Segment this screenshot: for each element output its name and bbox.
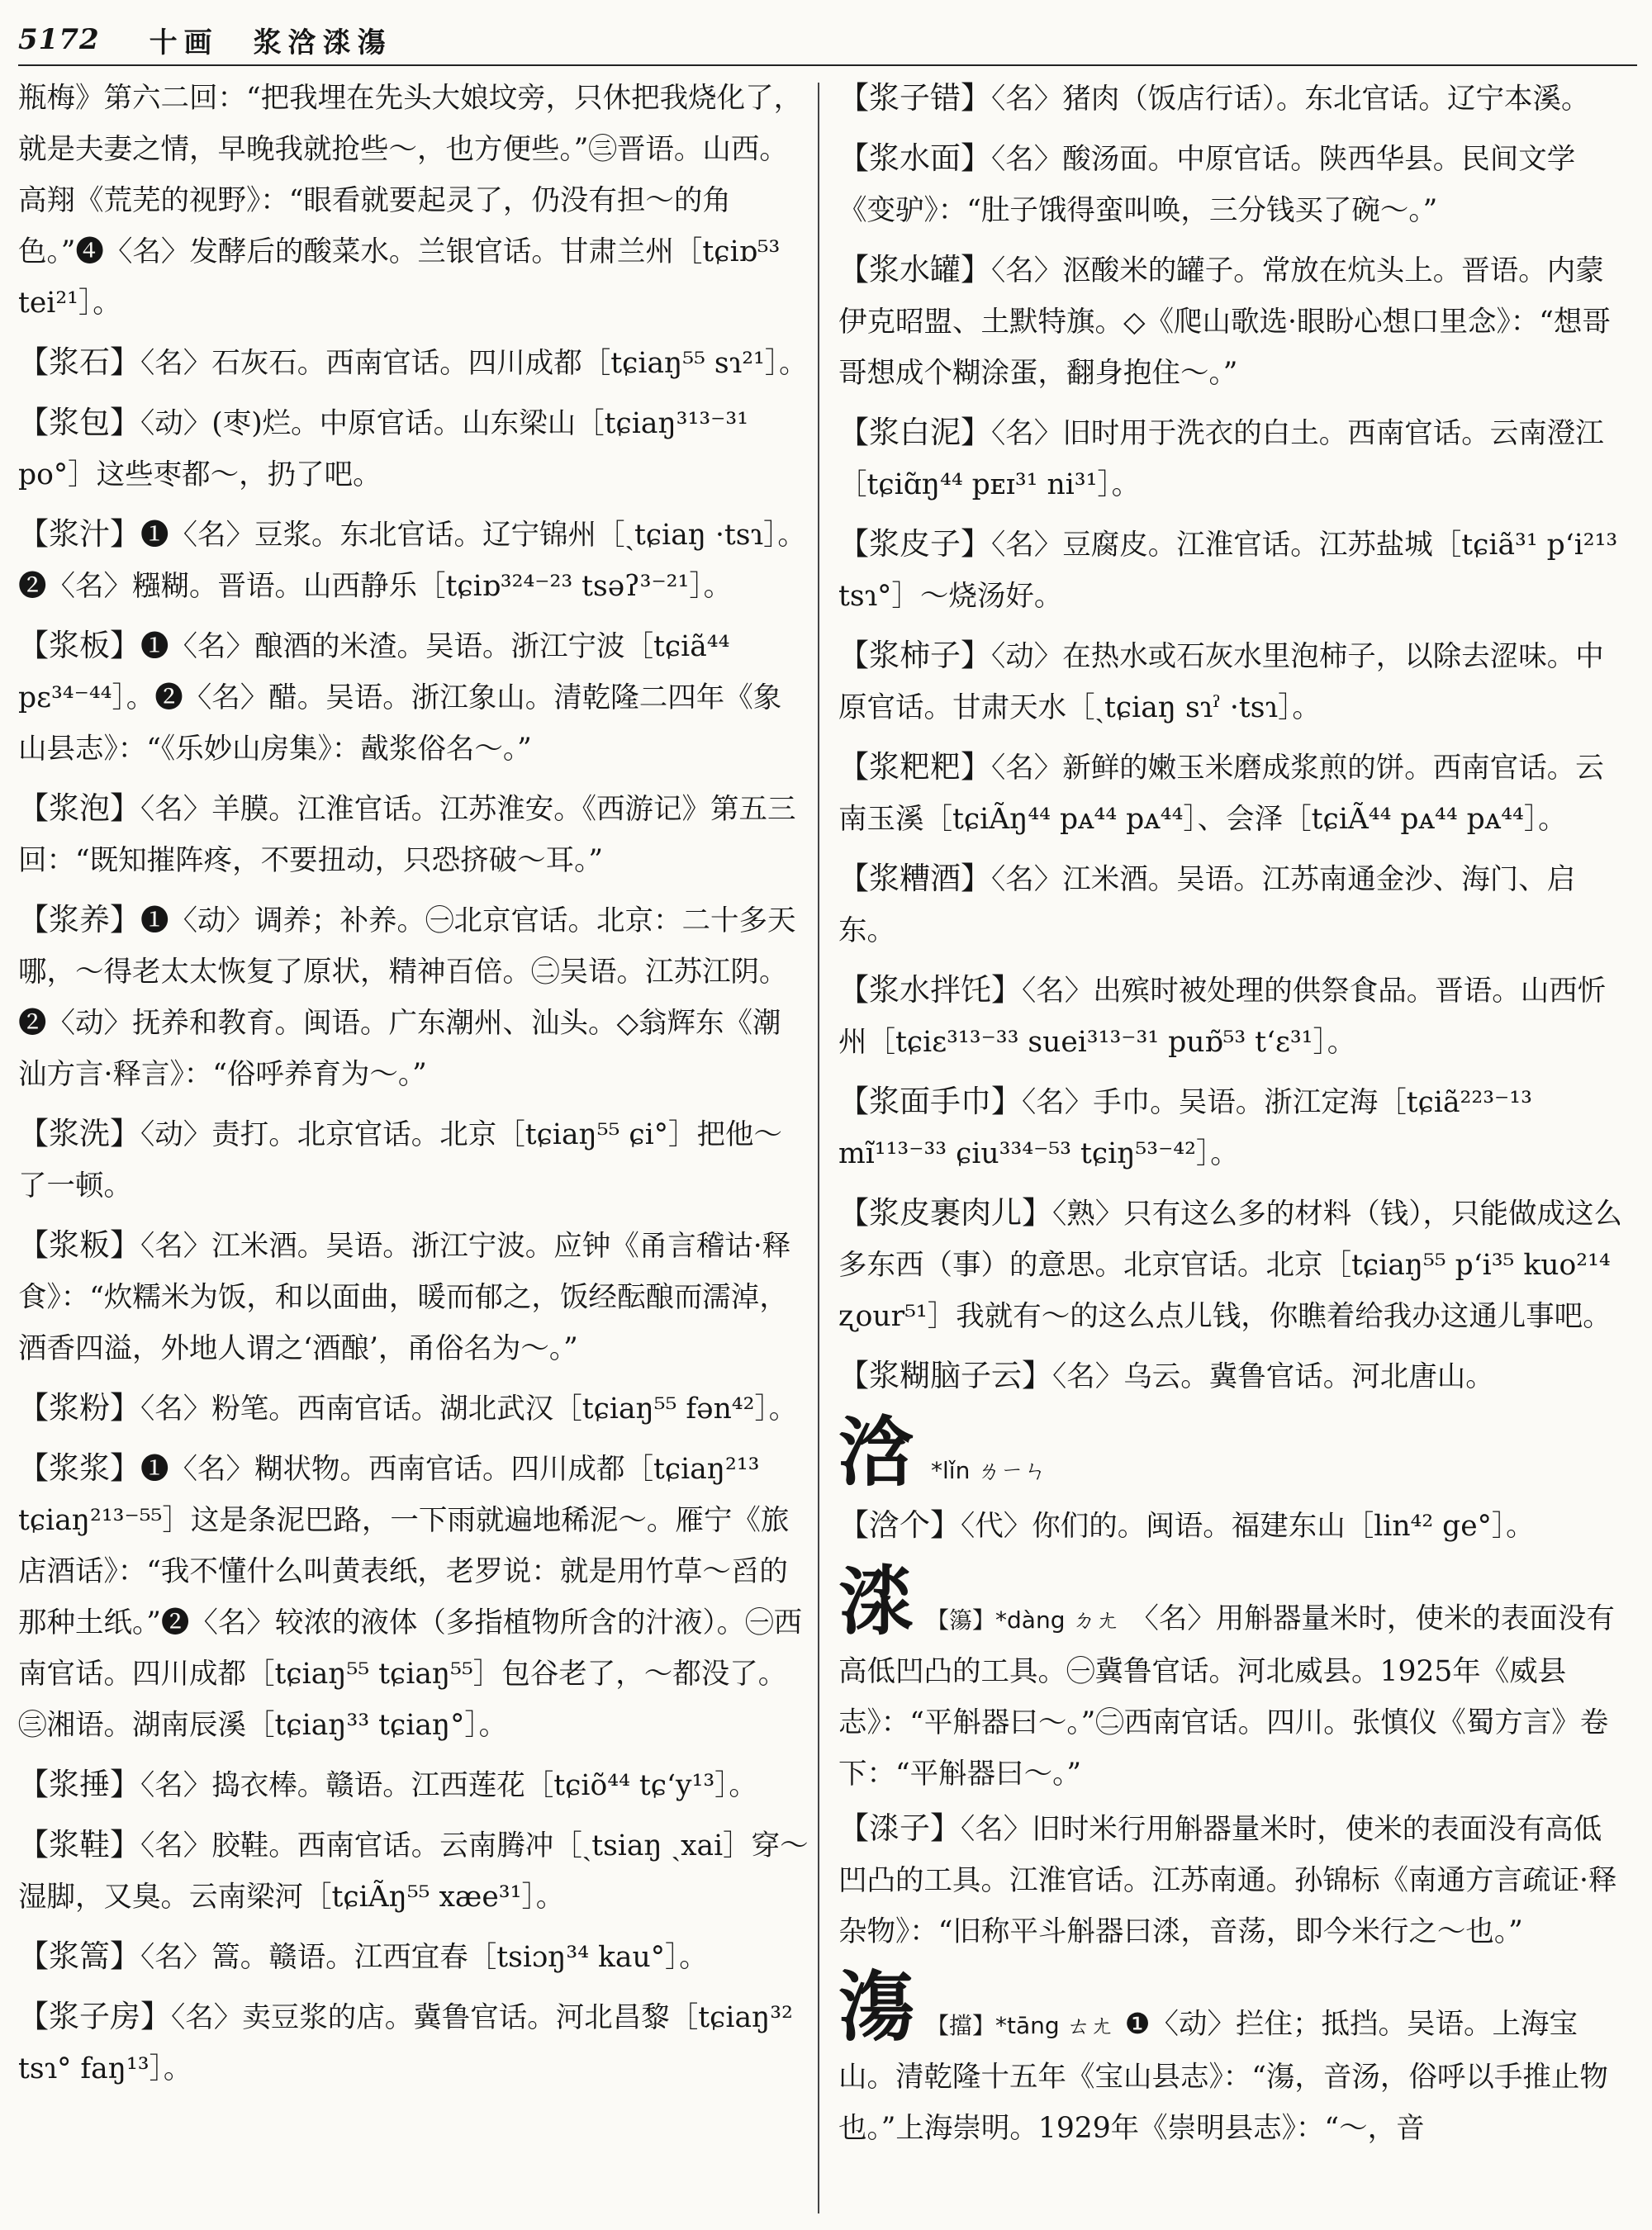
dictionary-entry bbox=[18, 1220, 809, 1374]
character-block bbox=[838, 1557, 1630, 1957]
head-character-definition: 〈名〉用斛器量米时，使米的表面没有高低凹凸的工具。㊀冀鲁官话。河北威县。1925年《威县志》：“平斛器曰～。”㊁西南官话。四川。张慎仪《蜀方言》卷下：“平斛器曰～。” bbox=[838, 1602, 1615, 1791]
entry-definition: 〈名〉酸汤面。中原官话。陕西华县。民间文学《变驴》：“肚子饿得蛮叫唤，三分钱买了碗～。” bbox=[838, 143, 1576, 227]
entry-definition: 〈名〉出殡时被处理的供祭食品。晋语。山西忻州［tɕiɛ³¹³⁻³³ suei³¹³⁻³¹ puɒ̃⁵³ tʻɛ³¹］。 bbox=[838, 975, 1607, 1059]
entry-definition: 〈名〉捣衣棒。赣语。江西莲花［tɕiõ⁴⁴ tɕʻy¹³］。 bbox=[140, 1769, 757, 1802]
dictionary-entry bbox=[838, 630, 1630, 733]
entry-definition: 〈名〉豆腐皮。江淮官话。江苏盐城［tɕiã³¹ pʻi²¹³ tsɿ°］～烧汤好。 bbox=[838, 529, 1618, 613]
entry-definition: 〈名〉旧时用于洗衣的白土。西南官话。云南澄江［tɕiɑ̃ŋ⁴⁴ pᴇɪ³¹ ni³¹］。 bbox=[838, 417, 1604, 501]
entry-headword: 【浆石】 bbox=[18, 344, 140, 380]
page-number: 5172 bbox=[18, 23, 100, 56]
left-column bbox=[18, 73, 809, 2220]
continuation-text: 瓶梅》第六二回：“把我埋在先头大娘坟旁，只休把我烧化了，就是夫妻之情，早晚我就抢些～，也方便些。”㊂晋语。山西。高翔《荒芜的视野》：“眼看就要起灵了，仍没有担～的角色。”❹〈名〉发酵后的酸菜水。兰银官话。甘肃兰州［tɕiɒ⁵³ tei²¹］。 bbox=[18, 82, 803, 320]
entry-definition: ❶〈名〉糊状物。西南官话。四川成都［tɕiaŋ²¹³ tɕiaŋ²¹³⁻⁵⁵］这是条泥巴路，一下雨就遍地稀泥～。雁宁《旅店酒话》：“我不懂什么叫黄表纸，老罗说：就是用竹草～舀的那种土纸。”❷〈名〉较浓的液体（多指植物所含的汁液）。㊀西南官话。四川成都［tɕiaŋ⁵⁵ tɕiaŋ⁵⁵］包谷老了，～都没了。㊂湘语。湖南辰溪［tɕiaŋ³³ tɕiaŋ°］。 bbox=[18, 1453, 803, 1742]
dictionary-entry bbox=[838, 1188, 1630, 1342]
entry-definition: 〈名〉乌云。冀鲁官话。河北唐山。 bbox=[1052, 1360, 1494, 1393]
head-character: 漡 bbox=[838, 1962, 915, 2052]
dictionary-entry bbox=[838, 853, 1630, 956]
entry-definition: 〈熟〉只有这么多的材料（钱），只能做成这么多东西（事）的意思。北京官话。北京［tɕiaŋ⁵⁵ pʻi³⁵ kuo²¹⁴ ʐour⁵¹］我就有～的这么点儿钱，你瞧着给我办这通儿事吧。 bbox=[838, 1198, 1622, 1333]
entry-headword: 【浆浆】 bbox=[18, 1450, 140, 1486]
entry-headword: 【浆包】 bbox=[18, 405, 140, 440]
dictionary-entry bbox=[18, 1991, 809, 2095]
entry-headword: 【浆子房】 bbox=[18, 1999, 171, 2034]
entry-definition: 〈名〉石灰石。西南官话。四川成都［tɕiaŋ⁵⁵ sɿ²¹］。 bbox=[140, 347, 808, 380]
entry-headword: 【浆捶】 bbox=[18, 1767, 140, 1802]
entry-headword: 【浆鞋】 bbox=[18, 1827, 140, 1862]
right-column bbox=[838, 73, 1630, 2220]
entry-headword: 【浆水拌饦】 bbox=[838, 972, 1022, 1008]
entry-headword: 【浆粉】 bbox=[18, 1390, 140, 1426]
dictionary-entry bbox=[838, 965, 1630, 1068]
dictionary-entry bbox=[18, 620, 809, 775]
entry-definition: 〈动〉责打。北京官话。北京［tɕiaŋ⁵⁵ ɕi°］把他～了一顿。 bbox=[18, 1118, 782, 1203]
character-heading bbox=[838, 1962, 1630, 2154]
head-character-pronunciation: 【擋】*tāng ㄊㄤ bbox=[926, 2012, 1113, 2039]
entry-headword: 【浆养】 bbox=[18, 902, 140, 937]
entry-headword: 【浆篙】 bbox=[18, 1938, 140, 1974]
entry-definition: 〈名〉卖豆浆的店。冀鲁官话。河北昌黎［tɕiaŋ³² tsɿ° faŋ¹³］。 bbox=[18, 2001, 793, 2085]
dictionary-entry bbox=[18, 1931, 809, 1983]
character-block bbox=[838, 1962, 1630, 2154]
entry-headword: 【浆水面】 bbox=[838, 140, 991, 176]
dictionary-entry bbox=[18, 1759, 809, 1811]
entry-headword: 【浆汁】 bbox=[18, 516, 140, 552]
entry-headword: 【浆水罐】 bbox=[838, 252, 991, 287]
entry-headword: 【浆糊脑子云】 bbox=[838, 1358, 1052, 1393]
entry-definition: 〈动〉(枣)烂。中原官话。山东梁山［tɕiaŋ³¹³⁻³¹ po°］这些枣都～，扔了吧。 bbox=[18, 407, 749, 491]
entry-headword: 【浆柿子】 bbox=[838, 638, 991, 673]
head-character-pronunciation: 【簜】*dàng ㄉㄤ bbox=[926, 1606, 1119, 1634]
entry-definition: 〈名〉江米酒。吴语。江苏南通金沙、海门、启东。 bbox=[838, 863, 1576, 947]
dictionary-entry bbox=[838, 244, 1630, 399]
entry-definition: 〈代〉你们的。闽语。福建东山［lin⁴² ge°］。 bbox=[961, 1510, 1535, 1543]
entry-headword: 【浆皮子】 bbox=[838, 526, 991, 562]
dictionary-entry bbox=[838, 407, 1630, 510]
entry-headword: 【浆洗】 bbox=[18, 1116, 140, 1151]
entry-headword: 【浛个】 bbox=[838, 1507, 961, 1543]
dictionary-entry bbox=[18, 1820, 809, 1923]
dictionary-entry bbox=[18, 783, 809, 886]
entry-definition: 〈名〉羊膜。江淮官话。江苏淮安。《西游记》第五三回：“既知摧阵疼，不要扭动，只恐挤破～耳。” bbox=[18, 793, 796, 877]
entry-definition: 〈名〉猪肉（饭店行话）。东北官话。辽宁本溪。 bbox=[991, 83, 1590, 116]
entry-definition: 〈名〉篙。赣语。江西宜春［tsiɔŋ³⁴ kau°］。 bbox=[140, 1941, 708, 1974]
dictionary-entry bbox=[838, 1076, 1630, 1179]
dictionary-entry bbox=[838, 1350, 1630, 1402]
entry-headword: 【浆粑粑】 bbox=[838, 749, 991, 785]
entry-headword: 【浆皮裹肉儿】 bbox=[838, 1195, 1052, 1231]
column-divider bbox=[818, 83, 819, 2213]
dictionary-entry bbox=[838, 73, 1630, 125]
dictionary-entry bbox=[18, 509, 809, 612]
head-character: 浛 bbox=[838, 1407, 915, 1497]
entry-headword: 【浆白泥】 bbox=[838, 415, 991, 450]
dictionary-entry bbox=[838, 1500, 1630, 1552]
entry-definition: 〈名〉沤酸米的罐子。常放在炕头上。晋语。内蒙伊克昭盟、土默特旗。◇《爬山歌选·眼盼心想口里念》：“想哥哥想成个糊涂蛋，翻身抱住～。” bbox=[838, 254, 1611, 390]
dictionary-entry bbox=[838, 742, 1630, 845]
entry-definition: 〈名〉旧时米行用斛器量米时，使米的表面没有高低凹凸的工具。江淮官话。江苏南通。孙锦标《南通方言疏证·释杂物》：“旧称平斗斛器曰渁，音荡，即今米行之～也。” bbox=[838, 1813, 1617, 1948]
entry-headword: 【浆糟酒】 bbox=[838, 861, 991, 896]
entry-definition: 〈名〉粉笔。西南官话。湖北武汉［tɕiaŋ⁵⁵ fən⁴²］。 bbox=[140, 1393, 798, 1426]
dictionary-entry bbox=[18, 894, 809, 1100]
entry-definition: ❶〈名〉豆浆。东北官话。辽宁锦州［ˏtɕiaŋ ·tsɿ］。❷〈名〉糨糊。晋语。山西静乐［tɕiɒ³²⁴⁻²³ tsəʔ³⁻²¹］。 bbox=[18, 519, 806, 603]
left-entry-list bbox=[18, 337, 809, 2095]
entry-definition: 〈名〉新鲜的嫩玉米磨成浆煎的饼。西南官话。云南玉溪［tɕiÃŋ⁴⁴ pᴀ⁴⁴ pᴀ⁴⁴］、会泽［tɕiÃ⁴⁴ pᴀ⁴⁴ pᴀ⁴⁴］。 bbox=[838, 752, 1604, 836]
entry-definition: 〈动〉在热水或石灰水里泡柿子，以除去涩味。中原官话。甘肃天水［ˏtɕiaŋ sɿˀ ·tsɿ］。 bbox=[838, 640, 1604, 724]
entry-definition: 〈名〉江米酒。吴语。浙江宁波。应钟《甬言稽诂·释食》：“炊糯米为饭，和以面曲，暖而郁之，饭经酝酿而濡淖，酒香四溢，外地人谓之‘酒酿’，甬俗名为～。” bbox=[18, 1230, 791, 1365]
right-entry-list bbox=[838, 73, 1630, 1402]
entry-headword: 【浆面手巾】 bbox=[838, 1084, 1022, 1119]
entry-definition: 〈名〉胶鞋。西南官话。云南腾冲［ˏtsiaŋ ˏxai］穿～湿脚，又臭。云南梁河［tɕiÃŋ⁵⁵ xæe³¹］。 bbox=[18, 1829, 809, 1914]
entry-definition: 〈名〉手巾。吴语。浙江定海［tɕiã²²³⁻¹³ mĩ¹¹³⁻³³ ɕiu³³⁴⁻⁵³ tɕiŋ⁵³⁻⁴²］。 bbox=[838, 1086, 1532, 1170]
character-block-list bbox=[838, 1407, 1630, 2154]
dictionary-entry bbox=[18, 397, 809, 501]
dictionary-entry bbox=[18, 337, 809, 389]
entry-definition: ❶〈动〉调养；补养。㊀北京官话。北京：二十多天哪，～得老太太恢复了原状，精神百倍。㊁吴语。江苏江阴。❷〈动〉抚养和教育。闽语。广东潮州、汕头。◇翁辉东《潮汕方言·释言》：“俗呼养育为～。” bbox=[18, 904, 796, 1091]
entry-headword: 【浆泡】 bbox=[18, 790, 140, 826]
entry-headword: 【浆粄】 bbox=[18, 1227, 140, 1263]
head-character: 渁 bbox=[838, 1557, 915, 1646]
dictionary-entry bbox=[838, 1803, 1630, 1957]
character-heading bbox=[838, 1557, 1630, 1800]
dictionary-entry bbox=[18, 1108, 809, 1212]
dictionary-entry bbox=[18, 1383, 809, 1435]
entry-headword: 【渁子】 bbox=[838, 1810, 961, 1846]
head-character-pronunciation: *lǐn ㄌㄧㄣ bbox=[931, 1457, 1047, 1484]
character-block bbox=[838, 1407, 1630, 1552]
page-header bbox=[18, 15, 1637, 66]
page-running-title: 十画 浆浛渁漡 bbox=[149, 26, 392, 59]
dictionary-entry bbox=[18, 1443, 809, 1751]
entry-headword: 【浆板】 bbox=[18, 628, 140, 663]
dictionary-entry bbox=[838, 519, 1630, 622]
head-character-definition: ❶〈动〉拦住；抵挡。吴语。上海宝山。清乾隆十五年《宝山县志》：“漡，音汤，俗呼以手推止物也。”上海崇明。1929年《崇明县志》：“～，音 bbox=[838, 2008, 1608, 2145]
dictionary-entry bbox=[838, 133, 1630, 236]
entry-definition: ❶〈名〉酿酒的米渣。吴语。浙江宁波［tɕiã⁴⁴ pɛ³⁴⁻⁴⁴］。❷〈名〉醋。吴语。浙江象山。清乾隆二四年《象山县志》：“《乐妙山房集》：酨浆俗名～。” bbox=[18, 630, 782, 766]
entry-headword: 【浆子错】 bbox=[838, 80, 991, 116]
character-heading bbox=[838, 1407, 1630, 1497]
